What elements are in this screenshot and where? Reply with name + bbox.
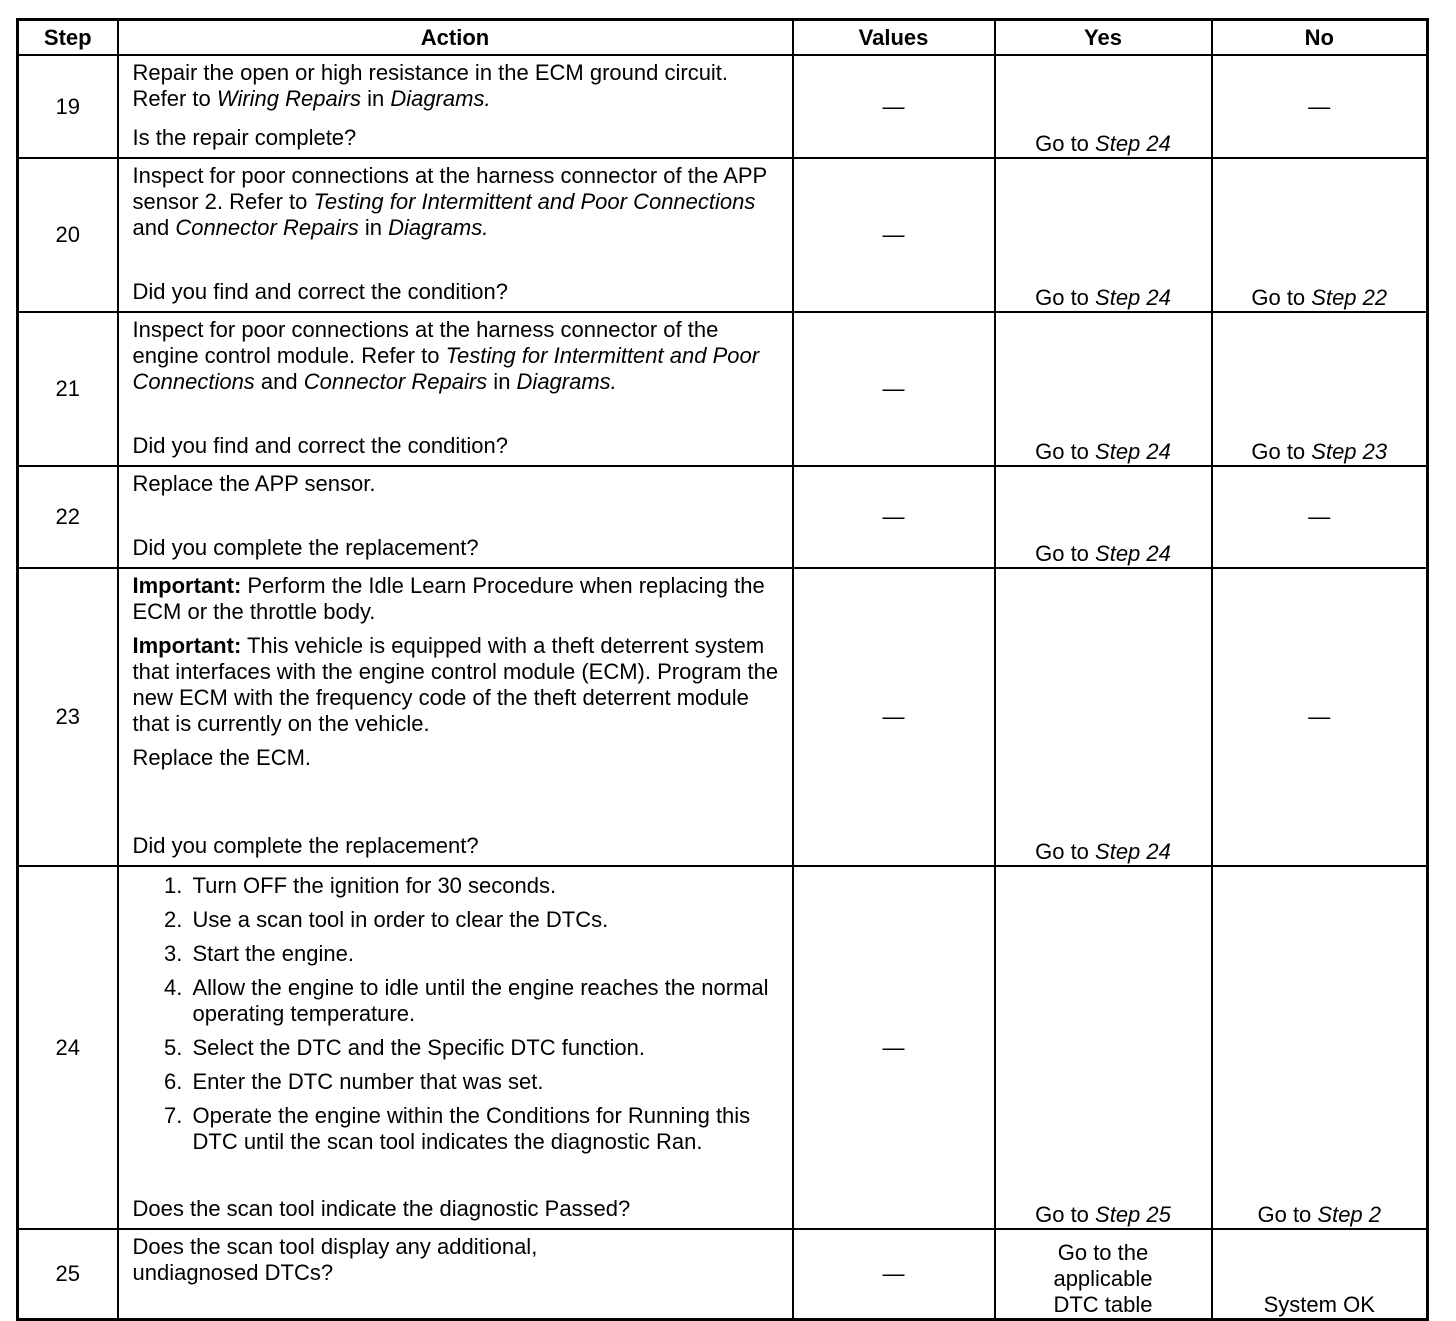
step-reference: Step 24: [1095, 131, 1171, 156]
table-row: [18, 866, 1428, 1229]
list-item: 6. Enter the DTC number that was set.: [189, 1069, 782, 1095]
no-cell: —: [1212, 55, 1428, 158]
important-note: Important: Perform the Idle Learn Procedure when replacing the ECM or the throttle body.: [132, 573, 765, 624]
table-row: [18, 1229, 1428, 1320]
step-reference: Step 2: [1317, 1202, 1382, 1227]
action-text: Replace the APP sensor.: [132, 471, 376, 496]
no-cell: Go to Step 2: [1212, 866, 1428, 1229]
values-cell: —: [793, 466, 995, 568]
action-text: Does the scan tool display any additional, undiagnosed DTCs?: [132, 1234, 538, 1285]
reference-link: Connector Repairs: [175, 215, 359, 240]
list-item: 1. Turn OFF the ignition for 30 seconds.: [189, 873, 782, 899]
list-item: 5. Select the DTC and the Specific DTC function.: [189, 1035, 782, 1061]
step-number: 23: [18, 568, 118, 866]
header-row: [18, 20, 1428, 56]
action-cell: [118, 466, 793, 568]
table-row: [18, 55, 1428, 158]
procedure-list: [133, 873, 782, 1163]
list-item: 3. Start the engine.: [189, 941, 782, 967]
table-row: [18, 312, 1428, 466]
action-text: Replace the ECM.: [132, 745, 312, 770]
values-cell: —: [793, 312, 995, 466]
reference-link: Diagrams.: [390, 86, 491, 111]
header-step: Step: [18, 20, 118, 56]
step-number: 24: [18, 866, 118, 1229]
values-cell: —: [793, 866, 995, 1229]
action-cell: [118, 1229, 793, 1320]
reference-link: Diagrams.: [516, 369, 617, 394]
no-cell: System OK: [1212, 1229, 1428, 1320]
values-cell: —: [793, 158, 995, 312]
important-label: Important:: [132, 573, 242, 598]
no-cell: Go to Step 22: [1212, 158, 1428, 312]
step-number: 25: [18, 1229, 118, 1320]
step-number: 19: [18, 55, 118, 158]
action-question: Did you complete the replacement?: [132, 833, 479, 858]
table-row: [18, 158, 1428, 312]
header-yes: Yes: [995, 20, 1212, 56]
reference-link: Connector Repairs: [303, 369, 488, 394]
action-cell: [118, 312, 793, 466]
action-question: Does the scan tool indicate the diagnostic Passed?: [132, 1196, 631, 1221]
step-number: 20: [18, 158, 118, 312]
step-reference: Step 24: [1095, 839, 1171, 864]
yes-cell: Go to Step 24: [995, 158, 1212, 312]
no-cell: Go to Step 23: [1212, 312, 1428, 466]
list-item: 2. Use a scan tool in order to clear the DTCs.: [189, 907, 782, 933]
list-item: 4. Allow the engine to idle until the engine reaches the normal operating temperature.: [189, 975, 782, 1027]
yes-cell: Go to Step 24: [995, 568, 1212, 866]
header-values: Values: [793, 20, 995, 56]
step-reference: Step 22: [1311, 285, 1388, 310]
action-cell: [118, 568, 793, 866]
yes-cell: Go to Step 25: [995, 866, 1212, 1229]
header-action: Action: [118, 20, 793, 56]
action-text: Inspect for poor connections at the harness connector of the engine control module. Refer to Testing for Intermittent and Poor Connections and Connector Repairs in Diagrams.: [132, 317, 760, 394]
values-cell: —: [793, 1229, 995, 1320]
important-note: Important: This vehicle is equipped with a theft deterrent system that interfaces with the engine control module (ECM). Program the new ECM with the frequency code of the theft deterrent module that is currently on the vehicle.: [132, 633, 779, 736]
step-number: 21: [18, 312, 118, 466]
action-question: Did you complete the replacement?: [132, 535, 479, 560]
reference-link: Testing for Intermittent and Poor Connections: [313, 189, 756, 214]
yes-cell: Go to Step 24: [995, 55, 1212, 158]
yes-cell: Go to Step 24: [995, 312, 1212, 466]
reference-link: Wiring Repairs: [216, 86, 361, 111]
action-question: Did you find and correct the condition?: [132, 279, 508, 304]
table-row: [18, 568, 1428, 866]
no-cell: —: [1212, 466, 1428, 568]
table-row: [18, 466, 1428, 568]
action-question: Did you find and correct the condition?: [132, 433, 508, 458]
action-cell: [118, 158, 793, 312]
values-cell: —: [793, 568, 995, 866]
step-reference: Step 25: [1095, 1202, 1171, 1227]
important-label: Important:: [132, 633, 242, 658]
yes-cell: Go to Step 24: [995, 466, 1212, 568]
action-text: Inspect for poor connections at the harness connector of the APP sensor 2. Refer to Testing for Intermittent and Poor Connections and Connector Repairs in Diagrams.: [132, 163, 767, 240]
step-reference: Step 24: [1095, 285, 1171, 310]
diagnostic-table: [16, 18, 1429, 1321]
step-reference: Step 23: [1311, 439, 1388, 464]
yes-cell: [995, 1229, 1212, 1320]
no-cell: —: [1212, 568, 1428, 866]
step-reference: Step 24: [1095, 541, 1171, 566]
header-no: No: [1212, 20, 1428, 56]
yes-line: DTC table: [1053, 1292, 1153, 1317]
action-text: Repair the open or high resistance in the ECM ground circuit. Refer to Wiring Repairs in Diagrams.: [132, 60, 729, 111]
list-item: 7. Operate the engine within the Conditions for Running this DTC until the scan tool indicates the diagnostic Ran.: [189, 1103, 782, 1155]
reference-link: Testing for Intermittent and Poor Connections: [132, 343, 760, 394]
action-cell: [118, 55, 793, 158]
yes-line: Go to the: [1057, 1240, 1149, 1265]
step-reference: Step 24: [1095, 439, 1171, 464]
yes-line: applicable: [1053, 1266, 1153, 1291]
reference-link: Diagrams.: [388, 215, 489, 240]
values-cell: —: [793, 55, 995, 158]
action-cell: [118, 866, 793, 1229]
step-number: 22: [18, 466, 118, 568]
action-question: Is the repair complete?: [132, 125, 357, 150]
